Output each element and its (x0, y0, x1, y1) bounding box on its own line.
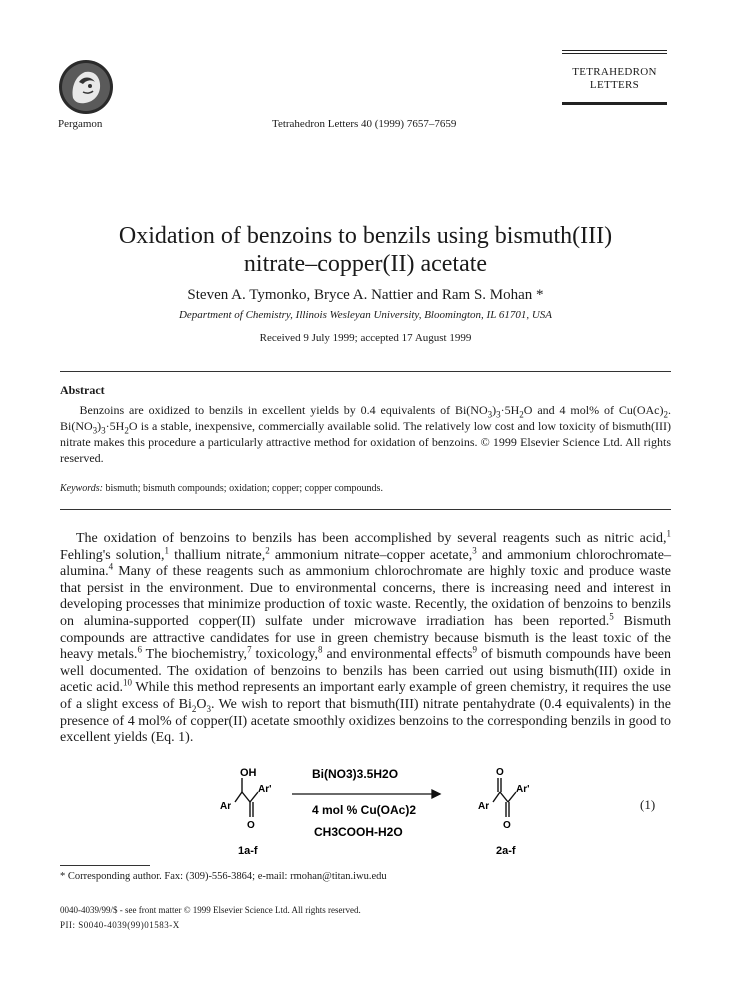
reagent-bot: CH3COOH-H2O (314, 825, 403, 839)
reagent-mid: 4 mol % Cu(OAc)2 (312, 803, 417, 817)
affiliation: Department of Chemistry, Illinois Wesleyan University, Bloomington, IL 61701, USA (178, 309, 553, 321)
sm-o: O (247, 820, 255, 831)
journal-citation: Tetrahedron Letters 40 (1999) 7657–7659 (272, 118, 457, 130)
reaction-arrow (292, 790, 440, 798)
abstract-bottom-rule (60, 509, 671, 510)
sm-arp: Ar' (258, 784, 272, 795)
reaction-scheme (60, 762, 671, 872)
footnote-rule (60, 865, 150, 866)
brand-rule-top (562, 50, 667, 51)
title-line-2: nitrate–copper(II) acetate (243, 251, 488, 277)
sm-label: 1a-f (238, 845, 258, 857)
article-title (60, 222, 671, 278)
publisher-name: Pergamon (58, 118, 103, 130)
abstract-text: Benzoins are oxidized to benzils in excellent yields by 0.4 equivalents of $Bi(NO_3)_3\cdot 5H_2O$ and 4 mol% of $Cu(OAc)_2$. $Bi(NO_3)_3\cdot 5H_2O$ is a stable, inexpensive, commercially available solid. The relatively low cost and low toxicity of bismuth(III) nitrate makes this procedure a particularly attractive method for oxidation of benzoins. © 1999 Elsevier Science Ltd. All rights reserved. (60, 403, 671, 465)
publisher-logo (57, 58, 115, 116)
prod-arp: Ar' (516, 784, 530, 795)
reagent-top: Bi(NO3)3.5H2O (312, 767, 399, 781)
abstract-top-rule (60, 371, 671, 372)
copyright-line: 0040-4039/99/$ - see front matter © 1999 Elsevier Science Ltd. All rights reserved. (60, 905, 361, 915)
keywords: Keywords: bismuth; bismuth compounds; oxidation; copper; copper compounds. (60, 483, 383, 494)
prod-label: 2a-f (496, 845, 516, 857)
sm-ar: Ar (220, 801, 232, 812)
journal-brand (562, 50, 667, 107)
prod-o: O (503, 820, 511, 831)
brand-rule-top-2 (562, 53, 667, 54)
received-dates: Received 9 July 1999; accepted 17 August 1999 (259, 332, 472, 344)
pii-line: PII: S0040-4039(99)01583-X (60, 920, 180, 930)
abstract-heading: Abstract (60, 383, 105, 397)
title-line-1: Oxidation of benzoins to benzils using bismuth(III) (118, 223, 613, 249)
prod-ar: Ar (478, 801, 490, 812)
starting-material-structure (235, 778, 258, 817)
brand-line-2: LETTERS (589, 79, 640, 91)
brand-rule-bottom-2 (562, 104, 667, 105)
body-paragraph: The oxidation of benzoins to benzils has been accomplished by several reagents such as nitric acid,$^1$ Fehling's solution,$^1$ thallium nitrate,$^2$ ammonium nitrate–copper acetate,$^3$ and ammonium chlorochromate–alumina.$^4$ Many of these reagents such as ammonium chlorochromate are highly toxic and produce waste that persist in the environment. Due to environmental concerns, there is increasing need and interest in developing processes that minimize production of toxic waste. Recently, the oxidation of benzoins to benzils on alumina-supported copper(II) sulfate under microwave irradiation has been reported.$^5$ Bismuth compounds are attractive candidates for use in green chemistry because bismuth is the least toxic of the heavy metals.$^6$ The biochemistry,$^7$ toxicology,$^8$ and environmental effects$^9$ of bismuth compounds have been well documented. The oxidation of benzoins to benzils has been carried out using bismuth(III) oxide in acetic acid.$^{10}$ While this method represents an important early example of green chemistry, it requires the use of a slight excess of $Bi_2O_3$. We wish to report that bismuth(III) nitrate pentahydrate (0.4 equivalents) in the presence of 4 mol% of copper(II) acetate smoothly oxidizes benzoins to the corresponding benzils in good to excellent yields (Eq. 1). (60, 528, 672, 746)
equation-number: (1) (640, 797, 656, 812)
sm-oh: OH (240, 767, 257, 779)
body-text (60, 528, 672, 747)
authors: Steven A. Tymonko, Bryce A. Nattier and Ram S. Mohan * (187, 287, 544, 303)
product-structure (493, 778, 516, 817)
brand-line-1: TETRAHEDRON (572, 66, 657, 78)
prod-o-top: O (496, 767, 504, 778)
corresponding-author-footnote: * Corresponding author. Fax: (309)-556-3864; e-mail: rmohan@titan.iwu.edu (60, 871, 387, 882)
